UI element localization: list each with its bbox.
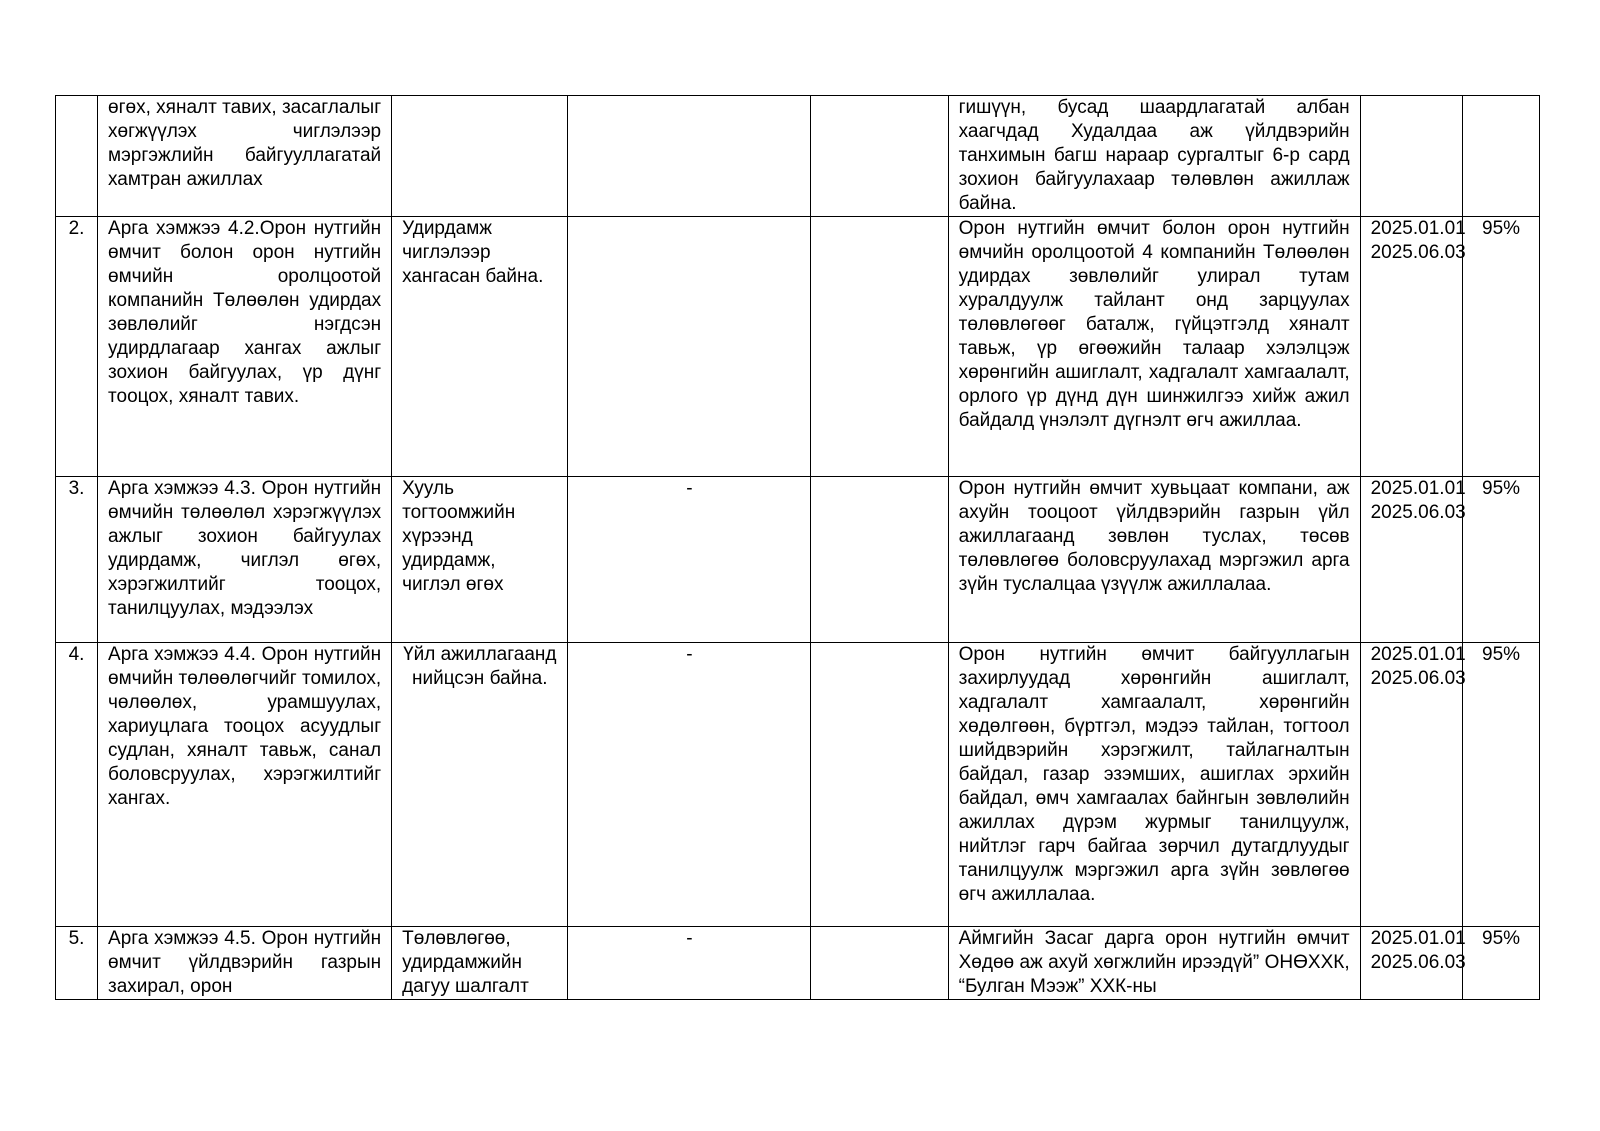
date-cell: 2025.01.01 2025.06.03 <box>1360 477 1462 643</box>
table-row <box>56 927 1540 1000</box>
report-table <box>55 95 1540 1000</box>
criteria-text: Хууль тогтоомжийн хүрээнд удирдамж, чиглэл өгөх <box>402 478 516 595</box>
percent-cell: 95% <box>1463 477 1540 643</box>
progress-text: гишүүн, бусад шаардлагатай албан хаагчдад Худалдаа аж үйлдвэрийн танхимын багш нараар сургалтыг 6-р сард зохион байгуулахаар төлөвлөн ажиллаж байна. <box>958 97 1350 214</box>
baseline-cell: - <box>568 477 811 643</box>
percent-cell <box>1463 96 1540 217</box>
date-cell: 2025.01.01 2025.06.03 <box>1360 217 1462 477</box>
criteria-cell <box>392 96 568 217</box>
progress-text: Орон нутгийн өмчит байгууллагын захирлуудад хөрөнгийн ашиглалт, хадгалалт хамгаалалт, хөрөнгийн хөдөлгөөн, бүртгэл, мэдээ тайлан, тогтоол шийдвэрийн хэрэгжилт, тайлагналтын байдал, газар эзэмших, ашиглах эрхийн байдал, өмч хамгаалах байнгын зөвлөлийн ажиллах дүрэм журмыг танилцуулж, нийтлэг гарч байгаа зөрчил дутагдлуудыг танилцуулж мэргэжил арга зүйн зөвлөгөө өгч ажиллалаа. <box>958 644 1350 905</box>
row-number: 4. <box>56 643 98 927</box>
table-row <box>56 217 1540 477</box>
progress-cell <box>948 477 1360 643</box>
date-cell: 2025.01.01 2025.06.03 <box>1360 643 1462 927</box>
percent-cell: 95% <box>1463 927 1540 1000</box>
activity-text: Арга хэмжээ 4.4. Орон нутгийн өмчийн төлөөлөгчийг томилох, чөлөөлөх, урамшуулах, хариуцлага тооцох асуудлыг судлан, хяналт тавьж, санал боловсруулах, хэрэгжилтийг хангах. <box>108 644 382 809</box>
row-number: 5. <box>56 927 98 1000</box>
criteria-text: Удирдамж чиглэлээр хангасан байна. <box>402 218 544 287</box>
row-number <box>56 96 98 217</box>
table-row <box>56 96 1540 217</box>
activity-text: өгөх, хяналт тавих, засаглалыг хөгжүүлэх чиглэлээр мэргэжлийн байгууллагатай хамтран ажиллах <box>108 97 382 190</box>
activity-cell <box>98 96 392 217</box>
criteria-cell <box>392 643 568 927</box>
baseline-cell <box>568 217 811 477</box>
table-row <box>56 477 1540 643</box>
percent-cell: 95% <box>1463 643 1540 927</box>
activity-cell <box>98 927 392 1000</box>
activity-text: Арга хэмжээ 4.5. Орон нутгийн өмчит үйлдвэрийн газрын захирал, орон <box>108 928 382 997</box>
target-cell <box>811 477 948 643</box>
criteria-text: Төлөвлөгөө, удирдамжийн дагуу шалгалт <box>402 928 529 997</box>
criteria-cell <box>392 477 568 643</box>
row-number: 2. <box>56 217 98 477</box>
date-cell <box>1360 96 1462 217</box>
progress-cell <box>948 643 1360 927</box>
activity-cell <box>98 477 392 643</box>
target-cell <box>811 217 948 477</box>
activity-text: Арга хэмжээ 4.3. Орон нутгийн өмчийн төлөөлөл хэрэгжүүлэх ажлыг зохион байгуулах удирдамж, чиглэл өгөх, хэрэгжилтийг тооцох, танилцуулах, мэдээлэх <box>108 478 382 619</box>
progress-cell <box>948 217 1360 477</box>
percent-cell: 95% <box>1463 217 1540 477</box>
progress-cell <box>948 96 1360 217</box>
baseline-cell: - <box>568 927 811 1000</box>
date-cell: 2025.01.01 2025.06.03 <box>1360 927 1462 1000</box>
target-cell <box>811 96 948 217</box>
activity-text: Арга хэмжээ 4.2.Орон нутгийн өмчит болон орон нутгийн өмчийн оролцоотой компанийн Төлөөлөн удирдах зөвлөлийг нэгдсэн удирдлагаар хангах ажлыг зохион байгуулах, үр дүнг тооцох, хяналт тавих. <box>108 218 382 407</box>
criteria-cell <box>392 927 568 1000</box>
target-cell <box>811 643 948 927</box>
table-row <box>56 643 1540 927</box>
row-number: 3. <box>56 477 98 643</box>
activity-cell <box>98 643 392 927</box>
criteria-cell <box>392 217 568 477</box>
criteria-text: Үйл ажиллагаанд нийцсэн байна. <box>403 644 557 689</box>
progress-text: Орон нутгийн өмчит хувьцаат компани, аж ахуйн тооцоот үйлдвэрийн газрын үйл ажиллагаанд зөвлөн туслах, төсөв төлөвлөгөө боловсруулахад мэргэжил арга зүйн туслалцаа үзүүлж ажиллалаа. <box>958 478 1350 595</box>
progress-text: Орон нутгийн өмчит болон орон нутгийн өмчийн оролцоотой 4 компанийн Төлөөлөн удирдах зөвлөлийг улирал тутам хуралдуулж тайлант онд зарцуулах төлөвлөгөөг баталж, гүйцэтгэлд хяналт тавьж, үр өгөөжийн талаар хэлэлцэж хөрөнгийн ашиглалт, хадгалалт хамгаалалт, орлого үр дүнд дүн шинжилгээ хийж ажил байдалд үнэлэлт дүгнэлт өгч ажиллаа. <box>958 218 1350 431</box>
baseline-cell: - <box>568 643 811 927</box>
progress-cell <box>948 927 1360 1000</box>
activity-cell <box>98 217 392 477</box>
baseline-cell <box>568 96 811 217</box>
progress-text: Аймгийн Засаг дарга орон нутгийн өмчит Хөдөө аж ахуй хөгжлийн ирээдүй” ОНӨХХК, “Булган Мээж” ХХК-ны <box>958 928 1350 997</box>
target-cell <box>811 927 948 1000</box>
